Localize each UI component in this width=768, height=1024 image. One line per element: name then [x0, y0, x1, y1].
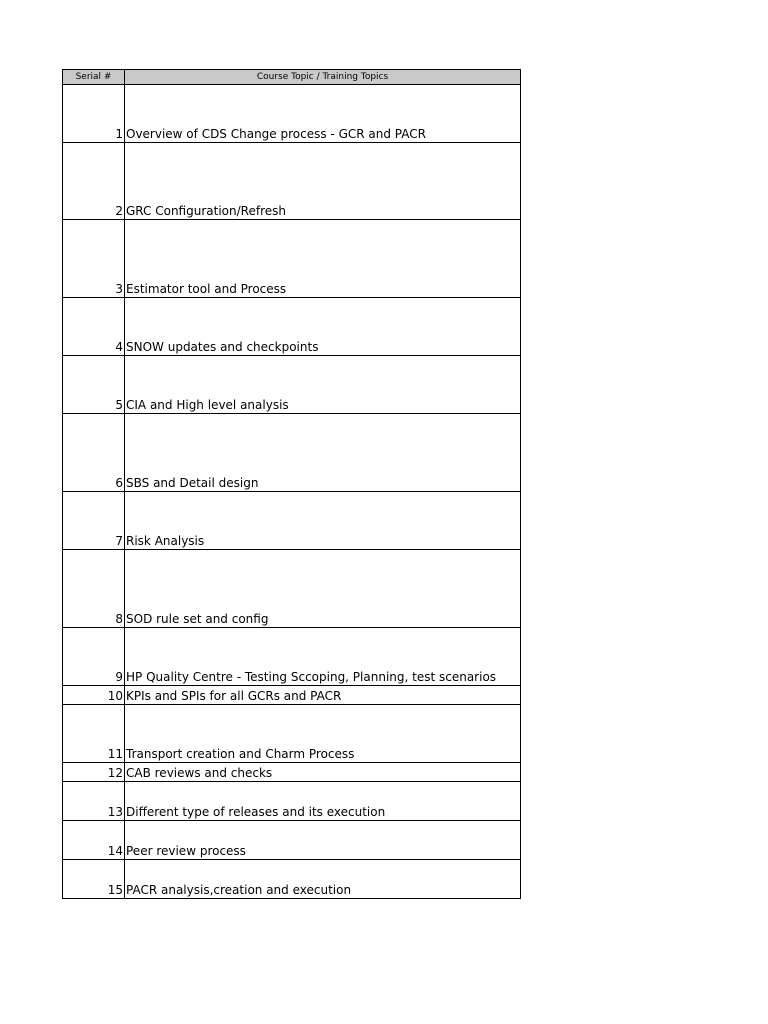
serial-cell: 15: [63, 860, 125, 899]
serial-cell: 1: [63, 85, 125, 143]
topic-cell: SOD rule set and config: [125, 550, 521, 628]
serial-header: Serial #: [63, 70, 125, 85]
table-row: [63, 550, 521, 628]
table-row: [63, 492, 521, 550]
table-row: [63, 414, 521, 492]
table-row: [63, 85, 521, 143]
training-topics-table: [62, 69, 521, 899]
table-row: [63, 298, 521, 356]
table-row: [63, 686, 521, 705]
serial-cell: 5: [63, 356, 125, 414]
serial-cell: 8: [63, 550, 125, 628]
topic-cell: Estimator tool and Process: [125, 220, 521, 298]
topic-cell: Risk Analysis: [125, 492, 521, 550]
topic-cell: HP Quality Centre - Testing Sccoping, Planning, test scenarios: [125, 628, 521, 686]
topic-cell: KPIs and SPIs for all GCRs and PACR: [125, 686, 521, 705]
topic-cell: GRC Configuration/Refresh: [125, 143, 521, 220]
serial-cell: 2: [63, 143, 125, 220]
table-row: [63, 628, 521, 686]
topic-cell: CAB reviews and checks: [125, 763, 521, 782]
serial-cell: 3: [63, 220, 125, 298]
topic-cell: Different type of releases and its execution: [125, 782, 521, 821]
serial-cell: 13: [63, 782, 125, 821]
serial-cell: 4: [63, 298, 125, 356]
serial-cell: 6: [63, 414, 125, 492]
table-row: [63, 821, 521, 860]
topic-cell: Overview of CDS Change process - GCR and PACR: [125, 85, 521, 143]
topic-header: Course Topic / Training Topics: [125, 70, 521, 85]
topic-cell: SBS and Detail design: [125, 414, 521, 492]
table-row: [63, 705, 521, 763]
serial-cell: 9: [63, 628, 125, 686]
serial-cell: 12: [63, 763, 125, 782]
table-row: [63, 143, 521, 220]
topic-cell: PACR analysis,creation and execution: [125, 860, 521, 899]
table-row: [63, 763, 521, 782]
serial-cell: 7: [63, 492, 125, 550]
header-row: [63, 70, 521, 85]
table-row: [63, 356, 521, 414]
serial-cell: 14: [63, 821, 125, 860]
topic-cell: Transport creation and Charm Process: [125, 705, 521, 763]
topic-cell: CIA and High level analysis: [125, 356, 521, 414]
table-row: [63, 220, 521, 298]
table-row: [63, 860, 521, 899]
serial-cell: 10: [63, 686, 125, 705]
topic-cell: SNOW updates and checkpoints: [125, 298, 521, 356]
serial-cell: 11: [63, 705, 125, 763]
topic-cell: Peer review process: [125, 821, 521, 860]
table-row: [63, 782, 521, 821]
